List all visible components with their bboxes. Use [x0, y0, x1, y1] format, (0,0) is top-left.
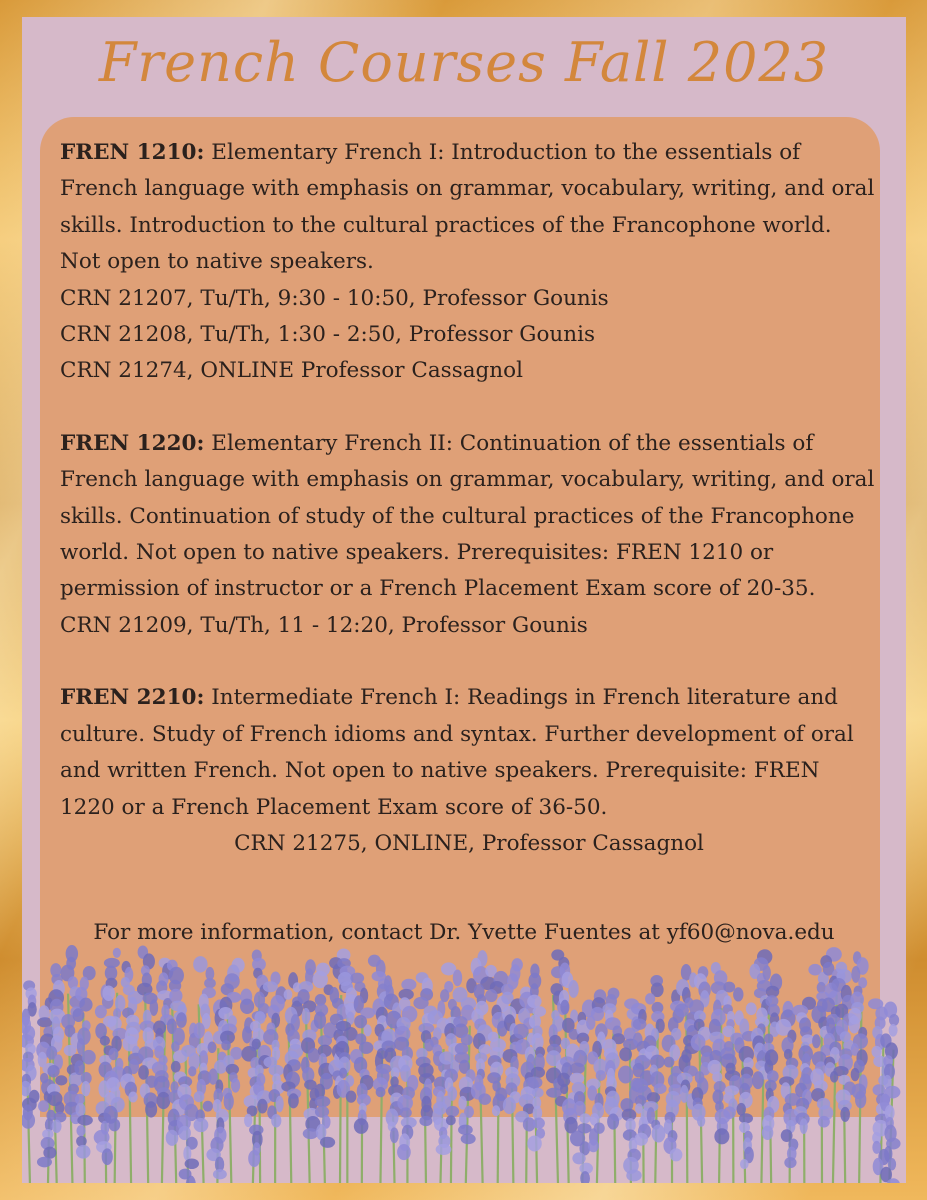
course-description	[60, 135, 878, 281]
lavender-bud	[248, 1150, 260, 1167]
lavender-bud	[675, 1003, 689, 1017]
lavender-bud	[533, 1118, 545, 1129]
course-section: CRN 21208, Tu/Th, 1:30 - 2:50, Professor Gounis	[60, 322, 596, 348]
lavender-bud	[390, 1127, 399, 1143]
lavender-bud	[176, 1012, 187, 1028]
lavender-bud	[302, 1008, 311, 1025]
lavender-bud	[185, 1158, 199, 1169]
course-section: CRN 21209, Tu/Th, 11 - 12:20, Professor Gounis	[60, 612, 588, 638]
lavender-bud	[169, 989, 182, 1003]
lavender-bud	[157, 1092, 171, 1109]
lavender-bud	[889, 1024, 898, 1037]
lavender-bud	[108, 1048, 118, 1060]
lavender-bud	[364, 1024, 372, 1036]
lavender-bud	[350, 973, 364, 984]
lavender-bud	[400, 1107, 412, 1118]
lavender-bud	[102, 985, 115, 1001]
lavender-bud	[208, 1042, 217, 1053]
lavender-bud	[633, 1018, 647, 1029]
lavender-bud	[354, 1118, 369, 1134]
lavender-bud	[74, 1060, 84, 1075]
lavender-bud	[109, 1118, 121, 1131]
lavender-bud	[76, 1145, 91, 1159]
lavender-bud	[346, 1091, 357, 1103]
lavender-bud	[271, 1114, 281, 1128]
lavender-bud	[485, 989, 497, 1002]
lavender-bud	[171, 1061, 181, 1073]
lavender-bud	[82, 1050, 96, 1065]
lavender-bud	[52, 1120, 62, 1133]
course-section: CRN 21274, ONLINE Professor Cassagnol	[60, 358, 523, 384]
course-code: FREN 1210:	[60, 140, 205, 165]
lavender-bud	[376, 1087, 386, 1097]
lavender-bud	[221, 1040, 231, 1050]
lavender-bud	[76, 1125, 85, 1136]
lavender-bud	[532, 1088, 544, 1098]
lavender-bud	[75, 1103, 85, 1117]
lavender-bud	[263, 981, 278, 992]
lavender-bud	[733, 987, 743, 1001]
lavender-bud	[203, 1101, 213, 1112]
lavender-bud	[446, 1106, 459, 1117]
lavender-bud	[527, 1135, 542, 1151]
lavender-bud	[128, 1091, 137, 1102]
lavender-bud	[568, 980, 578, 998]
lavender-bud	[607, 1114, 619, 1130]
lavender-bud	[784, 1157, 796, 1168]
lavender-bud	[303, 1128, 319, 1139]
lavender-bud	[436, 1144, 452, 1155]
lavender-bud	[596, 1070, 606, 1081]
lavender-bud	[22, 1112, 35, 1129]
lavender-bud	[723, 1106, 736, 1119]
lavender-bud	[572, 1152, 585, 1164]
flyer-title: French Courses Fall 2023	[98, 31, 830, 94]
lavender-bud	[664, 1057, 675, 1068]
lavender-bud	[102, 1148, 113, 1165]
lavender-bud	[800, 1118, 808, 1134]
lavender-bud	[851, 1068, 860, 1081]
course-description	[60, 680, 878, 826]
lavender-bud	[213, 1169, 227, 1179]
lavender-bud	[397, 1144, 411, 1160]
lavender-bud	[479, 1093, 492, 1105]
lavender-bud	[275, 1096, 283, 1112]
lavender-bud	[419, 1116, 432, 1126]
inner-lilac-frame	[22, 17, 906, 1183]
lavender-bud	[723, 982, 735, 993]
lavender-bud	[817, 982, 826, 993]
lavender-bud	[193, 956, 207, 972]
course-fren-1220	[60, 426, 878, 644]
lavender-bud	[855, 1091, 866, 1108]
lavender-spikes	[22, 945, 901, 1183]
lavender-bud	[746, 1002, 757, 1015]
lavender-bud	[446, 1115, 456, 1125]
course-code: FREN 1220:	[60, 430, 205, 456]
lavender-bud	[166, 1130, 179, 1146]
lavender-bud	[47, 1065, 59, 1078]
lavender-bud	[626, 1170, 641, 1182]
lavender-bud	[818, 1116, 830, 1128]
lavender-bud	[840, 1107, 850, 1122]
lavender-bud	[619, 1047, 632, 1061]
lavender-bud	[453, 969, 462, 986]
lavender-bud	[588, 1139, 599, 1152]
lavender-bud	[240, 999, 254, 1014]
lavender-bud	[645, 993, 655, 1004]
lavender-bud	[812, 1034, 821, 1048]
lavender-bud	[318, 1035, 332, 1046]
lavender-bud	[188, 1066, 196, 1076]
lavender-bud	[849, 1015, 860, 1033]
course-description	[60, 426, 878, 608]
lavender-bud	[570, 1063, 585, 1075]
lavender-bud	[314, 1011, 326, 1028]
lavender-bud	[670, 1148, 683, 1161]
lavender-bud	[37, 1157, 52, 1168]
lavender-bud	[81, 1081, 90, 1096]
lavender-bud	[38, 1100, 49, 1112]
lavender-bud	[204, 978, 216, 988]
lavender-bud	[461, 1134, 476, 1145]
lavender-bud	[763, 965, 771, 980]
lavender-bud	[315, 1096, 331, 1107]
lavender-bud	[586, 1016, 595, 1030]
course-list	[60, 135, 878, 862]
course-section: CRN 21275, ONLINE, Professor Cassagnol	[234, 830, 704, 856]
lavender-bud	[113, 948, 121, 958]
course-fren-1210	[60, 135, 878, 390]
course-section: CRN 21207, Tu/Th, 9:30 - 10:50, Professor Gounis	[60, 285, 609, 311]
lavender-bud	[194, 1091, 205, 1102]
lavender-bud	[580, 1113, 591, 1123]
lavender-bud	[618, 1066, 633, 1084]
lavender-bud	[833, 1066, 848, 1076]
lavender-bud	[288, 1093, 299, 1108]
lavender-bud	[714, 1128, 729, 1144]
lavender-bud	[752, 1071, 764, 1089]
course-text: Intermediate French I: Readings in French literature and culture. Study of French idioms and syntax. Further development of oral and written French. Not open to native speakers. Prerequisite: FREN 1220 or a French Placement Exam score of 36-50.	[60, 685, 854, 820]
lavender-bud	[401, 979, 416, 991]
lavender-bud	[257, 1099, 267, 1114]
lavender-bud	[527, 995, 541, 1008]
lavender-bud	[171, 1041, 180, 1052]
lavender-bud	[64, 1045, 77, 1056]
lavender-border-illustration	[22, 942, 906, 1183]
course-text: Elementary French II: Continuation of the essentials of French language with emphasis on grammar, vocabulary, writing, and oral skills. Continuation of study of the cultural practices of the Francophone world. Not open to native speakers. Prerequisites: FREN 1210 or permission of instructor or a French Placement Exam score of 20-35.	[60, 430, 875, 602]
lavender-bud	[55, 1075, 67, 1085]
lavender-bud	[712, 1071, 722, 1082]
lavender-bud	[284, 989, 293, 999]
lavender-bud	[231, 1078, 240, 1093]
lavender-bud	[339, 1068, 347, 1079]
lavender-bud	[503, 1097, 516, 1114]
lavender-bud	[224, 1093, 234, 1110]
lavender-bud	[739, 1113, 753, 1123]
course-fren-2210	[60, 680, 878, 862]
lavender-bud	[145, 1101, 157, 1117]
lavender-bud	[634, 1133, 648, 1146]
lavender-bud	[697, 1115, 705, 1126]
lavender-bud	[77, 1115, 93, 1126]
course-text: Elementary French I: Introduction to the essentials of French language with emphasis on grammar, vocabulary, writing, and oral skills. Introduction to the cultural practices of the Francophone world. Not open to native speakers.	[60, 140, 875, 275]
lavender-bud	[740, 1159, 749, 1169]
lavender-bud	[458, 1125, 473, 1135]
lavender-bud	[73, 1008, 85, 1022]
lavender-bud	[531, 1067, 545, 1078]
lavender-bud	[654, 1083, 667, 1094]
lavender-bud	[100, 1036, 110, 1046]
lavender-bud	[440, 989, 449, 1002]
lavender-bud	[492, 1105, 500, 1116]
lavender-bud	[95, 1005, 107, 1018]
lavender-bud	[560, 1000, 569, 1015]
lavender-bud	[560, 1084, 568, 1095]
lavender-bud	[652, 1125, 666, 1143]
lavender-bud	[194, 1118, 209, 1132]
lavender-bud	[762, 1126, 774, 1140]
course-code: FREN 2210:	[60, 685, 205, 711]
lavender-bud	[764, 1033, 773, 1043]
lavender-bud	[244, 1114, 252, 1127]
contact-line: For more information, contact Dr. Yvette Fuentes at yf60@nova.edu	[93, 920, 835, 945]
lavender-bud	[76, 1136, 87, 1147]
lavender-bud	[194, 1022, 205, 1038]
lavender-bud	[527, 1077, 542, 1089]
lavender-bud	[320, 1137, 335, 1148]
lavender-bud	[513, 1024, 528, 1039]
